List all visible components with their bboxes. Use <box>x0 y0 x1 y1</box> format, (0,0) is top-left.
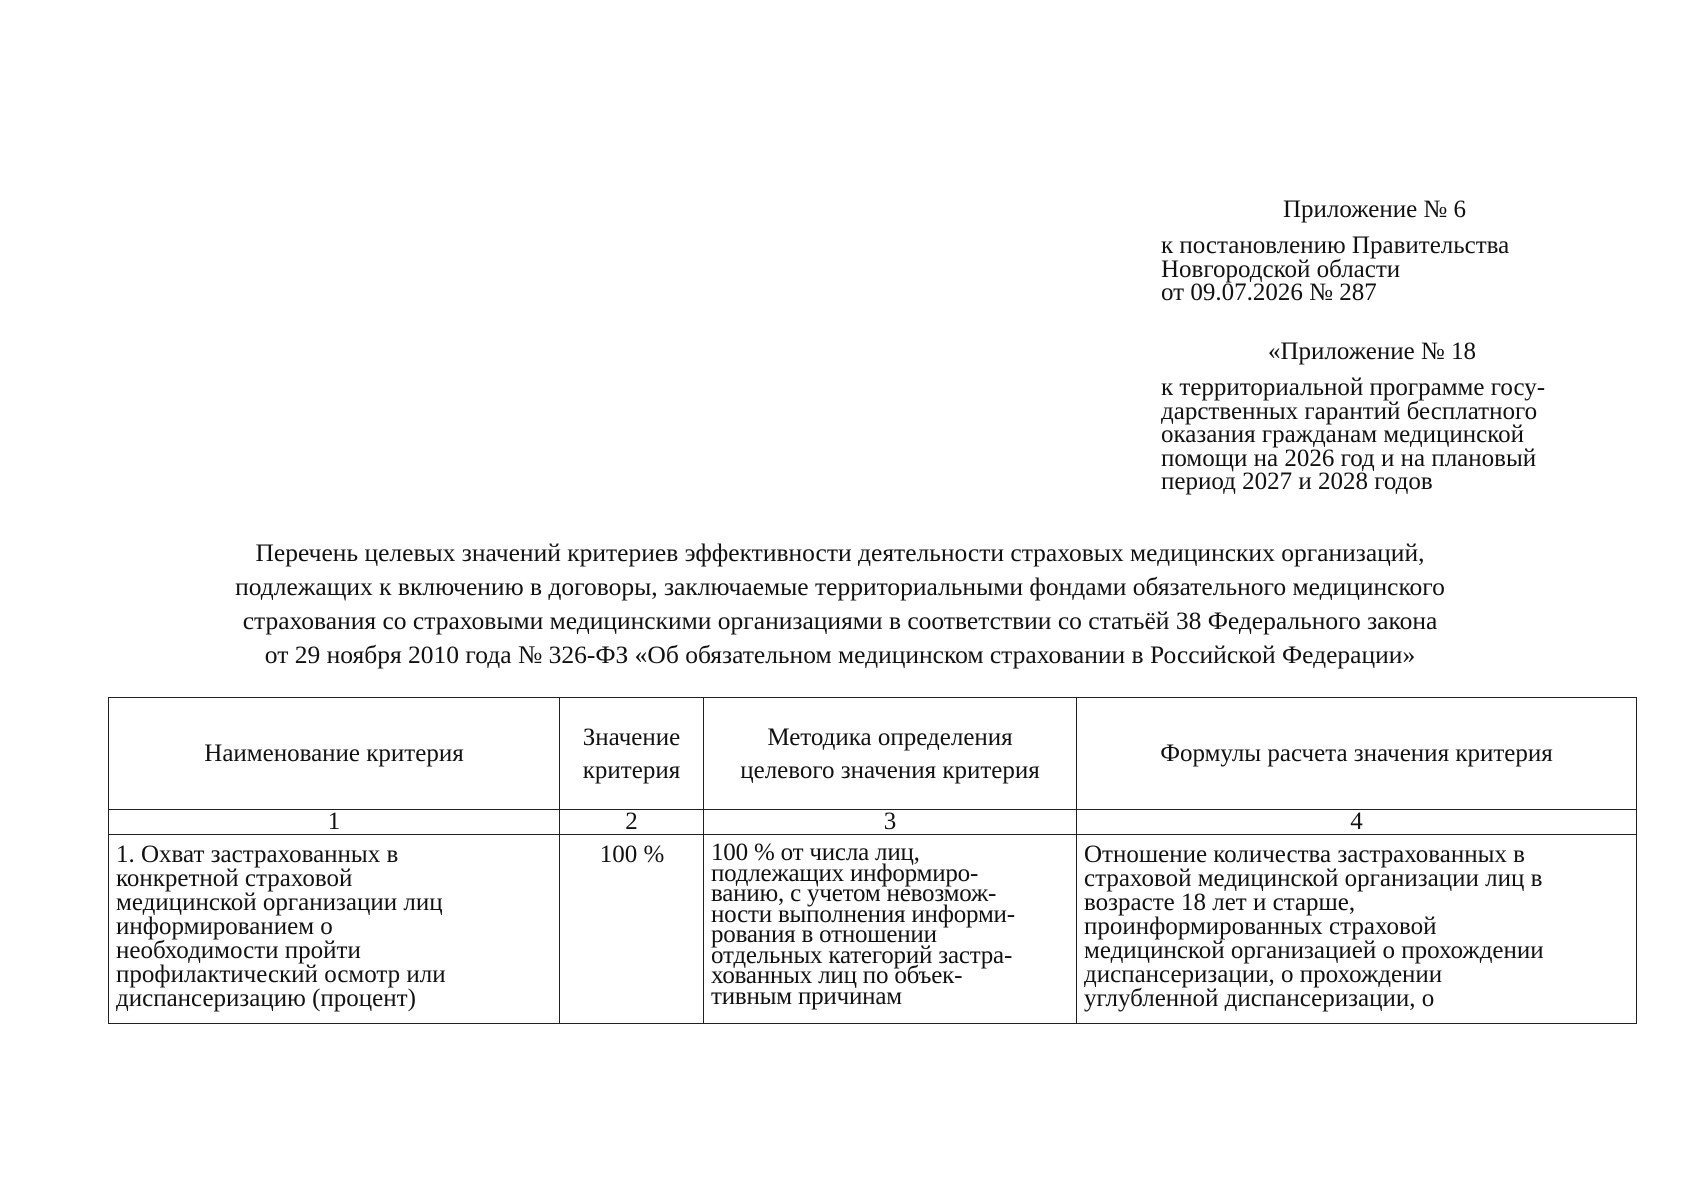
appendix-6-reference <box>1161 234 1509 305</box>
method-cell <box>704 835 1077 1024</box>
appendix-6-title <box>1283 196 1466 224</box>
cell-line: 100 % <box>599 841 665 868</box>
header-criterion-value <box>560 698 704 810</box>
criterion-name-cell <box>109 835 560 1024</box>
appendix-18-reference <box>1161 376 1545 494</box>
appendix-18-title-text: «Приложение № 18 <box>1268 338 1477 365</box>
cell-line: диспансеризацию (процент) <box>116 985 416 1012</box>
cell-line: медицинской организации лиц <box>116 889 443 916</box>
cell-line: тивным причинам <box>711 982 902 1010</box>
column-number: 4 <box>1077 810 1637 835</box>
cell-line: ванию, с учетом невозмож- <box>711 880 997 907</box>
cell-line: хованных лиц по объек- <box>711 962 963 989</box>
heading-line: страхования со страховыми медицинскими организациями в соответствии со статьёй 38 Федерального закона <box>242 606 1438 635</box>
cell-line: рования в отношении <box>711 921 937 948</box>
appendix-18-line: дарственных гарантий бесплатного <box>1161 397 1538 425</box>
heading-line: от 29 ноября 2010 года № 326-ФЗ «Об обязательном медицинском страховании в Российской Федерации» <box>264 640 1416 669</box>
header-criterion-name <box>109 698 560 810</box>
cell-line: 100 % от числа лиц, <box>711 839 920 866</box>
appendix-6-line: от 09.07.2026 № 287 <box>1161 279 1377 306</box>
header-text: Формулы расчета значения критерия <box>1160 740 1553 767</box>
criterion-value-cell <box>560 835 704 1024</box>
heading-line: подлежащих к включению в договоры, заключаемые территориальными фондами обязательного медицинского <box>235 572 1445 601</box>
header-text: Методика определения <box>767 723 1013 751</box>
cell-line: медицинской организацией о прохождении <box>1084 937 1544 964</box>
table-row <box>109 835 1637 1024</box>
document-heading <box>120 536 1560 672</box>
cell-line: диспансеризации, о прохождении <box>1084 961 1443 988</box>
criteria-table <box>108 697 1637 1024</box>
header-formula <box>1077 698 1637 810</box>
cell-line: информированием о <box>116 913 333 940</box>
cell-line: углубленной диспансеризации, о <box>1084 985 1435 1012</box>
header-method <box>704 698 1077 810</box>
appendix-18-title <box>1268 338 1476 366</box>
column-number: 1 <box>109 810 560 835</box>
header-text: Наименование критерия <box>204 740 464 767</box>
cell-line: конкретной страховой <box>116 865 353 892</box>
cell-line: 1. Охват застрахованных в <box>116 841 399 868</box>
header-text: критерия <box>582 756 681 784</box>
heading-line: Перечень целевых значений критериев эффективности деятельности страховых медицинских организаций, <box>255 538 1425 567</box>
header-text: целевого значения критерия <box>740 756 1040 784</box>
table-column-number-row <box>109 810 1637 835</box>
cell-line: необходимости пройти <box>116 937 361 964</box>
appendix-18-line: помощи на 2026 год и на плановый <box>1161 444 1537 472</box>
appendix-6-line: Новгородской области <box>1161 255 1401 283</box>
cell-line: Отношение количества застрахованных в <box>1084 841 1525 868</box>
header-text: Значение <box>582 723 681 751</box>
appendix-18-line: период 2027 и 2028 годов <box>1161 468 1433 495</box>
cell-line: отдельных категорий застра- <box>711 941 1013 969</box>
appendix-18-line: оказания гражданам медицинской <box>1161 421 1525 448</box>
cell-line: профилактический осмотр или <box>116 961 446 988</box>
cell-line: подлежащих информиро- <box>711 859 979 887</box>
column-number: 2 <box>560 810 704 835</box>
appendix-6-title-text: Приложение № 6 <box>1283 196 1467 223</box>
appendix-6-line: к постановлению Правительства <box>1161 232 1510 259</box>
appendix-18-line: к территориальной программе госу- <box>1161 374 1546 401</box>
cell-line: страховой медицинской организации лиц в <box>1084 865 1543 892</box>
column-number: 3 <box>704 810 1077 835</box>
cell-line: проинформированных страховой <box>1084 913 1437 940</box>
table-header-row <box>109 698 1637 810</box>
cell-line: возрасте 18 лет и старше, <box>1084 889 1356 916</box>
formula-cell <box>1077 835 1637 1024</box>
cell-line: ности выполнения информи- <box>711 900 1015 928</box>
